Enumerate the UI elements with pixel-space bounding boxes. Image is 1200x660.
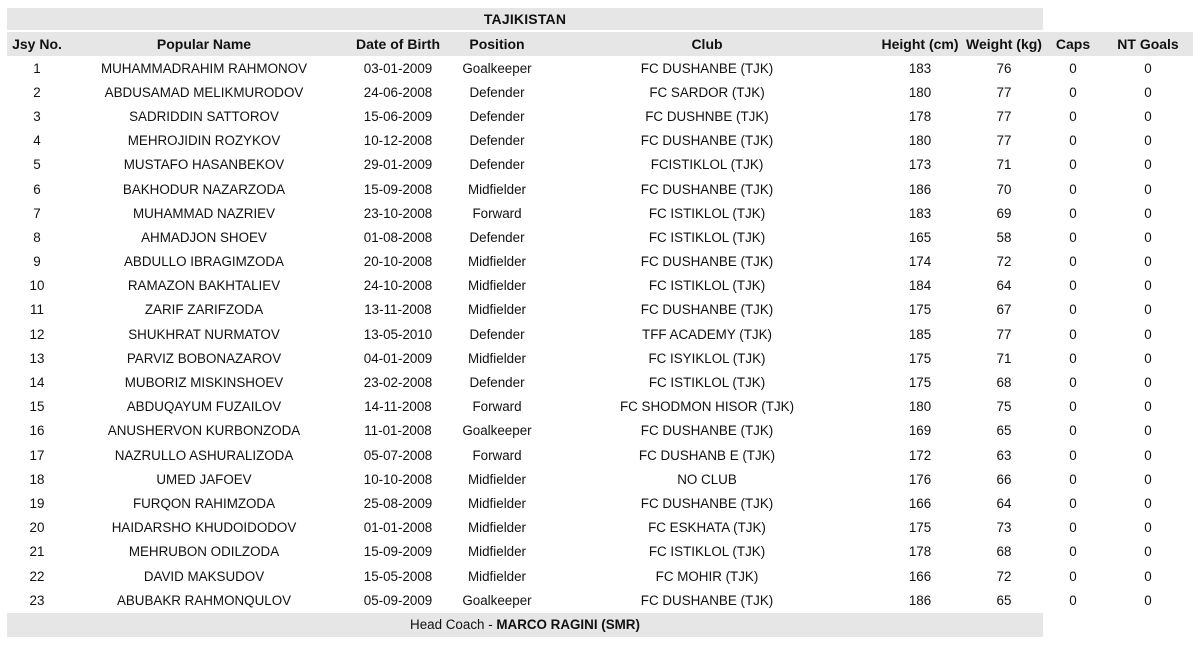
header-goals: NT Goals	[1103, 32, 1193, 56]
table-row	[7, 588, 1193, 612]
cell-club: FC ISTIKLOL (TJK)	[648, 229, 766, 245]
cell-caps: 0	[1069, 592, 1077, 608]
cell-weight: 58	[996, 229, 1012, 245]
cell-height: 184	[908, 278, 932, 294]
cell-caps: 0	[1069, 350, 1077, 366]
cell-height: 175	[908, 350, 932, 366]
cell-caps: 0	[1069, 278, 1077, 294]
cell-caps: 0	[1069, 447, 1077, 463]
table-row	[7, 129, 1193, 153]
cell-caps: 0	[1069, 495, 1077, 511]
team-title: TAJIKISTAN	[7, 8, 1043, 30]
cell-jsy: 21	[29, 544, 45, 560]
table-row	[7, 419, 1193, 443]
cell-name: ABDUQAYUM FUZAILOV	[126, 399, 282, 415]
cell-name: AHMADJON SHOEV	[141, 229, 267, 245]
cell-jsy: 15	[29, 399, 45, 415]
cell-name: MUBORIZ MISKINSHOEV	[124, 375, 284, 391]
cell-weight: 77	[996, 84, 1012, 100]
cell-name: MUHAMMADRAHIM RAHMONOV	[100, 60, 308, 76]
cell-position: Midfielder	[467, 302, 527, 318]
cell-club: FC DUSHANBE (TJK)	[640, 423, 774, 439]
cell-height: 185	[908, 326, 932, 342]
cell-jsy: 19	[29, 495, 45, 511]
cell-jsy: 5	[33, 157, 41, 173]
cell-caps: 0	[1069, 520, 1077, 536]
cell-goals: 0	[1144, 350, 1152, 366]
cell-caps: 0	[1069, 84, 1077, 100]
cell-caps: 0	[1069, 133, 1077, 149]
cell-position: Midfielder	[467, 350, 527, 366]
cell-jsy: 8	[33, 229, 41, 245]
cell-position: Midfielder	[467, 181, 527, 197]
head-coach-bar	[7, 613, 1043, 637]
cell-club: FC DUSHANBE (TJK)	[640, 495, 774, 511]
cell-height: 183	[908, 60, 932, 76]
cell-caps: 0	[1069, 423, 1077, 439]
table-row	[7, 491, 1193, 515]
cell-dob: 05-09-2009	[363, 592, 433, 608]
cell-goals: 0	[1144, 375, 1152, 391]
cell-goals: 0	[1144, 229, 1152, 245]
cell-goals: 0	[1144, 399, 1152, 415]
cell-height: 180	[908, 133, 932, 149]
cell-caps: 0	[1069, 181, 1077, 197]
cell-position: Defender	[469, 157, 525, 173]
cell-club: FC ISTIKLOL (TJK)	[648, 544, 766, 560]
cell-height: 175	[908, 302, 932, 318]
cell-weight: 76	[996, 60, 1012, 76]
table-row	[7, 467, 1193, 491]
cell-caps: 0	[1069, 375, 1077, 391]
cell-height: 175	[908, 520, 932, 536]
cell-position: Forward	[472, 205, 522, 221]
table-row	[7, 564, 1193, 588]
table-row	[7, 201, 1193, 225]
cell-weight: 68	[996, 544, 1012, 560]
table-row	[7, 153, 1193, 177]
table-row	[7, 225, 1193, 249]
cell-dob: 20-10-2008	[363, 254, 433, 270]
table-row	[7, 80, 1193, 104]
cell-weight: 66	[996, 471, 1012, 487]
cell-weight: 64	[996, 278, 1012, 294]
cell-position: Midfielder	[467, 544, 527, 560]
cell-position: Defender	[469, 375, 525, 391]
cell-dob: 15-09-2008	[363, 181, 433, 197]
header-name: Popular Name	[67, 32, 341, 56]
cell-weight: 69	[996, 205, 1012, 221]
cell-dob: 10-10-2008	[363, 471, 433, 487]
cell-dob: 10-12-2008	[363, 133, 433, 149]
header-height: Height (cm)	[875, 32, 965, 56]
cell-jsy: 1	[33, 60, 41, 76]
head-coach-label: Head Coach -	[410, 617, 497, 632]
cell-weight: 65	[996, 423, 1012, 439]
cell-position: Defender	[469, 108, 525, 124]
cell-caps: 0	[1069, 254, 1077, 270]
cell-dob: 13-11-2008	[364, 302, 432, 318]
player-rows	[7, 56, 1193, 612]
cell-club: FC ISTIKLOL (TJK)	[648, 205, 766, 221]
cell-goals: 0	[1144, 495, 1152, 511]
cell-club: FC DUSHANB E (TJK)	[638, 447, 776, 463]
cell-jsy: 2	[33, 84, 41, 100]
cell-position: Defender	[469, 229, 525, 245]
cell-club: FCISTIKLOL (TJK)	[650, 157, 764, 173]
cell-goals: 0	[1144, 302, 1152, 318]
cell-weight: 71	[996, 350, 1012, 366]
cell-caps: 0	[1069, 568, 1077, 584]
cell-name: MUHAMMAD NAZRIEV	[132, 205, 276, 221]
cell-dob: 24-10-2008	[363, 278, 433, 294]
cell-position: Defender	[469, 84, 525, 100]
cell-weight: 65	[996, 592, 1012, 608]
cell-name: SADRIDDIN SATTOROV	[129, 108, 279, 124]
squad-table	[7, 32, 1193, 612]
cell-club: FC ISTIKLOL (TJK)	[648, 278, 766, 294]
cell-jsy: 4	[33, 133, 41, 149]
cell-name: ABDULLO IBRAGIMZODA	[124, 254, 284, 270]
cell-jsy: 22	[29, 568, 45, 584]
cell-height: 175	[908, 375, 932, 391]
cell-goals: 0	[1144, 108, 1152, 124]
cell-dob: 01-01-2008	[363, 520, 433, 536]
cell-height: 178	[908, 108, 932, 124]
cell-dob: 04-01-2009	[363, 350, 433, 366]
cell-height: 166	[908, 568, 932, 584]
cell-club: TFF ACADEMY (TJK)	[642, 326, 772, 342]
cell-name: HAIDARSHO KHUDOIDODOV	[111, 520, 297, 536]
cell-club: FC DUSHANBE (TJK)	[640, 181, 774, 197]
table-row	[7, 346, 1193, 370]
cell-weight: 70	[996, 181, 1012, 197]
cell-weight: 77	[996, 133, 1012, 149]
cell-dob: 15-09-2009	[363, 544, 433, 560]
cell-name: ABUBAKR RAHMONQULOV	[116, 592, 292, 608]
cell-goals: 0	[1144, 181, 1152, 197]
cell-height: 186	[908, 181, 932, 197]
table-row	[7, 370, 1193, 394]
cell-weight: 73	[996, 520, 1012, 536]
cell-club: FC DUSHNBE (TJK)	[645, 108, 769, 124]
cell-height: 174	[908, 254, 932, 270]
cell-weight: 71	[996, 157, 1012, 173]
cell-jsy: 6	[33, 181, 41, 197]
cell-name: RAMAZON BAKHTALIEV	[127, 278, 281, 294]
cell-dob: 03-01-2009	[363, 60, 433, 76]
cell-goals: 0	[1144, 592, 1152, 608]
cell-dob: 15-05-2008	[363, 568, 433, 584]
cell-goals: 0	[1144, 133, 1152, 149]
cell-club: FC DUSHANBE (TJK)	[640, 60, 774, 76]
cell-caps: 0	[1069, 326, 1077, 342]
cell-club: FC DUSHANBE (TJK)	[640, 592, 774, 608]
cell-club: FC DUSHANBE (TJK)	[640, 133, 774, 149]
cell-height: 178	[908, 544, 932, 560]
cell-goals: 0	[1144, 471, 1152, 487]
cell-dob: 05-07-2008	[363, 447, 433, 463]
cell-dob: 14-11-2008	[364, 399, 432, 415]
cell-club: FC ESKHATA (TJK)	[648, 520, 766, 536]
cell-position: Defender	[469, 133, 525, 149]
cell-weight: 75	[996, 399, 1012, 415]
cell-name: MEHROJIDIN ROZYKOV	[127, 133, 281, 149]
cell-goals: 0	[1144, 568, 1152, 584]
cell-position: Goalkeeper	[462, 60, 532, 76]
cell-position: Midfielder	[467, 568, 527, 584]
cell-height: 165	[908, 229, 932, 245]
cell-jsy: 11	[30, 302, 44, 318]
head-coach-name: MARCO RAGINI (SMR)	[496, 617, 640, 632]
cell-weight: 77	[996, 326, 1012, 342]
cell-club: FC ISTIKLOL (TJK)	[648, 375, 766, 391]
cell-position: Midfielder	[467, 278, 527, 294]
cell-weight: 63	[996, 447, 1012, 463]
cell-goals: 0	[1144, 520, 1152, 536]
cell-position: Goalkeeper	[462, 592, 532, 608]
cell-weight: 72	[996, 568, 1012, 584]
cell-jsy: 16	[29, 423, 45, 439]
table-row	[7, 177, 1193, 201]
cell-name: NAZRULLO ASHURALIZODA	[114, 447, 294, 463]
cell-dob: 13-05-2010	[363, 326, 433, 342]
cell-dob: 01-08-2008	[363, 229, 433, 245]
cell-dob: 11-01-2008	[364, 423, 432, 439]
header-position: Position	[455, 32, 539, 56]
table-row	[7, 56, 1193, 80]
cell-dob: 24-06-2008	[363, 84, 433, 100]
table-row	[7, 395, 1193, 419]
cell-club: FC SHODMON HISOR (TJK)	[619, 399, 795, 415]
cell-dob: 25-08-2009	[363, 495, 433, 511]
cell-caps: 0	[1069, 60, 1077, 76]
cell-name: MUSTAFO HASANBEKOV	[123, 157, 285, 173]
header-club: Club	[539, 32, 875, 56]
cell-jsy: 7	[33, 205, 41, 221]
cell-height: 173	[908, 157, 932, 173]
cell-goals: 0	[1144, 423, 1152, 439]
cell-dob: 15-06-2009	[363, 108, 433, 124]
cell-name: SHUKHRAT NURMATOV	[128, 326, 280, 342]
cell-club: FC ISYIKLOL (TJK)	[648, 350, 766, 366]
cell-dob: 23-10-2008	[363, 205, 433, 221]
cell-height: 169	[908, 423, 932, 439]
table-row	[7, 298, 1193, 322]
table-row	[7, 443, 1193, 467]
cell-weight: 67	[996, 302, 1012, 318]
cell-jsy: 14	[29, 375, 45, 391]
table-row	[7, 274, 1193, 298]
cell-name: BAKHODUR NAZARZODA	[122, 181, 286, 197]
cell-height: 183	[908, 205, 932, 221]
cell-goals: 0	[1144, 60, 1152, 76]
cell-name: ANUSHERVON KURBONZODA	[107, 423, 301, 439]
cell-jsy: 12	[29, 326, 45, 342]
cell-goals: 0	[1144, 84, 1152, 100]
cell-goals: 0	[1144, 278, 1152, 294]
table-row	[7, 540, 1193, 564]
cell-club: FC SARDOR (TJK)	[649, 84, 765, 100]
cell-caps: 0	[1069, 157, 1077, 173]
cell-club: FC DUSHANBE (TJK)	[640, 302, 774, 318]
table-row	[7, 516, 1193, 540]
header-caps: Caps	[1043, 32, 1103, 56]
cell-jsy: 17	[29, 447, 45, 463]
cell-height: 186	[908, 592, 932, 608]
cell-name: PARVIZ BOBONAZAROV	[126, 350, 282, 366]
cell-position: Forward	[472, 447, 522, 463]
cell-caps: 0	[1069, 302, 1077, 318]
cell-name: UMED JAFOEV	[156, 471, 252, 487]
cell-height: 180	[908, 84, 932, 100]
header-dob: Date of Birth	[341, 32, 455, 56]
header-jsy: Jsy No.	[7, 32, 67, 56]
cell-jsy: 18	[29, 471, 45, 487]
cell-club: FC DUSHANBE (TJK)	[640, 254, 774, 270]
cell-goals: 0	[1144, 205, 1152, 221]
cell-goals: 0	[1144, 157, 1152, 173]
cell-height: 180	[908, 399, 932, 415]
cell-jsy: 23	[29, 592, 45, 608]
cell-goals: 0	[1144, 544, 1152, 560]
cell-goals: 0	[1144, 326, 1152, 342]
cell-name: MEHRUBON ODILZODA	[128, 544, 280, 560]
cell-club: NO CLUB	[677, 471, 737, 487]
cell-dob: 23-02-2008	[363, 375, 433, 391]
cell-jsy: 3	[33, 108, 41, 124]
cell-jsy: 13	[29, 350, 45, 366]
cell-dob: 29-01-2009	[363, 157, 433, 173]
table-row	[7, 104, 1193, 128]
cell-name: ABDUSAMAD MELIKMURODOV	[104, 84, 304, 100]
cell-height: 172	[908, 447, 932, 463]
cell-jsy: 10	[29, 278, 45, 294]
cell-weight: 64	[996, 495, 1012, 511]
cell-height: 176	[908, 471, 932, 487]
cell-position: Defender	[469, 326, 525, 342]
cell-height: 166	[908, 495, 932, 511]
table-row	[7, 250, 1193, 274]
cell-position: Goalkeeper	[462, 423, 532, 439]
cell-weight: 77	[996, 108, 1012, 124]
cell-caps: 0	[1069, 205, 1077, 221]
cell-goals: 0	[1144, 254, 1152, 270]
cell-name: DAVID MAKSUDOV	[143, 568, 265, 584]
cell-position: Midfielder	[467, 495, 527, 511]
cell-caps: 0	[1069, 399, 1077, 415]
cell-position: Midfielder	[467, 471, 527, 487]
header-row	[7, 32, 1193, 56]
cell-name: ZARIF ZARIFZODA	[144, 302, 264, 318]
cell-caps: 0	[1069, 229, 1077, 245]
cell-jsy: 20	[29, 520, 45, 536]
cell-club: FC MOHIR (TJK)	[655, 568, 759, 584]
cell-position: Midfielder	[467, 254, 527, 270]
cell-position: Midfielder	[467, 520, 527, 536]
cell-position: Forward	[472, 399, 522, 415]
cell-weight: 72	[996, 254, 1012, 270]
cell-caps: 0	[1069, 544, 1077, 560]
table-row	[7, 322, 1193, 346]
cell-name: FURQON RAHIMZODA	[132, 495, 276, 511]
cell-caps: 0	[1069, 471, 1077, 487]
cell-weight: 68	[996, 375, 1012, 391]
cell-caps: 0	[1069, 108, 1077, 124]
cell-jsy: 9	[33, 254, 41, 270]
header-weight: Weight (kg)	[965, 32, 1043, 56]
cell-goals: 0	[1144, 447, 1152, 463]
